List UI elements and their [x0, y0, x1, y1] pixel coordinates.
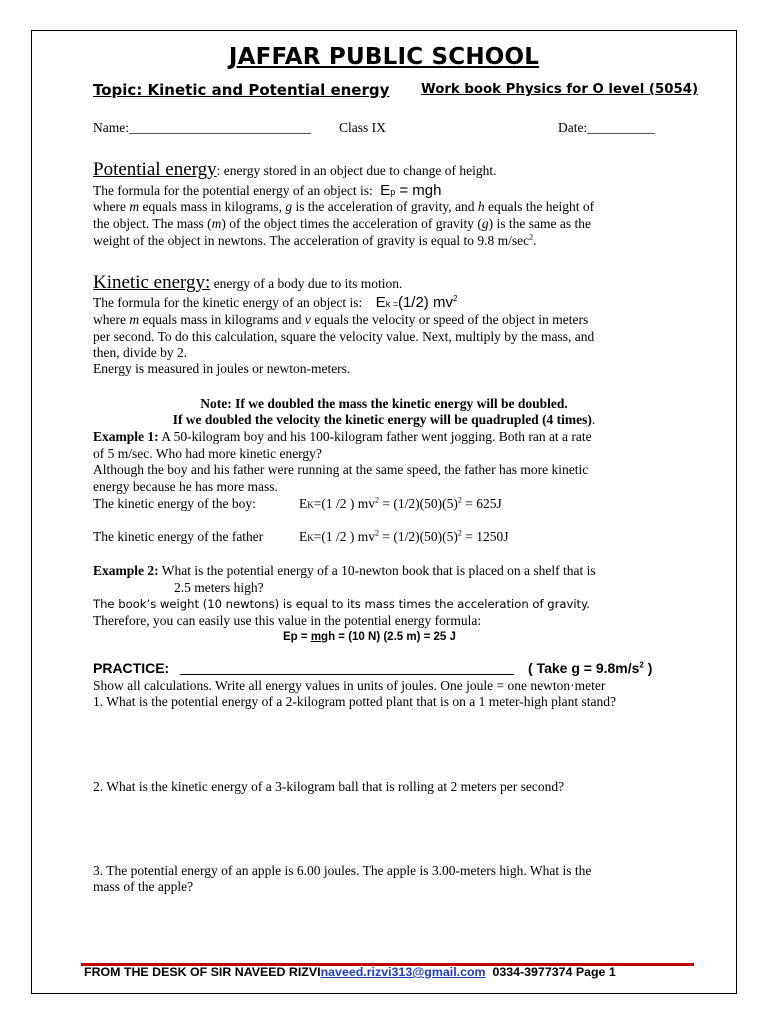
text: ) is the same as the — [488, 216, 591, 231]
example2-label: Example 2: — [93, 563, 159, 578]
topic-heading: Topic: Kinetic and Potential energy — [93, 81, 390, 99]
text: weight of the object in newtons. The acceleration of gravity is equal to 9.8 m/sec — [93, 233, 530, 248]
potential-definition: : energy stored in an object due to change of height. — [216, 163, 497, 178]
formula-symbol: E — [380, 182, 391, 199]
text: equals mass in kilograms and — [139, 312, 305, 327]
potential-formula-line — [93, 182, 441, 199]
practice-question-3-line-1: 3. The potential energy of an apple is 6.00 joules. The apple is 3.00-meters high. What is the — [93, 863, 592, 878]
text: ( Take g = 9.8m/s — [528, 660, 640, 676]
kinetic-formula-intro: The formula for the kinetic energy of an object is: — [93, 295, 363, 310]
practice-label: PRACTICE: — [93, 660, 170, 676]
superscript: 2 — [374, 495, 379, 505]
superscript: 2 — [374, 528, 379, 538]
name-field: Name:___________________________ — [93, 120, 312, 135]
text: =(1 /2 ) mv — [313, 529, 375, 544]
text: equals the height of — [484, 199, 595, 214]
text: equals the velocity or speed of the object in meters — [310, 312, 589, 327]
potential-line-1 — [93, 199, 594, 215]
text: = 625J — [461, 496, 502, 511]
text: = (1/2)(50)(5) — [378, 529, 458, 544]
formula-rest: (1/2) mv — [397, 294, 453, 311]
boy-ke-calc — [299, 496, 502, 512]
var-m: m — [129, 199, 140, 214]
kinetic-heading-line — [93, 272, 402, 294]
father-ke-label: The kinetic energy of the father — [93, 529, 264, 544]
text: . — [591, 412, 596, 427]
practice-question-1: 1. What is the potential energy of a 2-kilogram potted plant that is on a 1 meter-high plant stand? — [93, 694, 616, 709]
potential-formula — [380, 182, 441, 199]
subscript: K — [307, 533, 314, 543]
footer-email-link[interactable]: naveed.rizvi313@gmail.com — [320, 965, 486, 979]
kinetic-formula-line — [93, 294, 457, 311]
text: =(1 /2 ) mv — [313, 496, 375, 511]
father-ke-calc — [299, 529, 508, 545]
footer — [84, 965, 616, 979]
example1-answer-1: Although the boy and his father were running at the same speed, the father has more kinetic — [93, 462, 589, 477]
superscript: 2 — [457, 528, 462, 538]
text: = (1/2)(50)(5) — [378, 496, 458, 511]
formula-symbol: E — [375, 294, 386, 311]
text: Ep = — [283, 631, 311, 643]
example2-answer-2: Therefore, you can easily use this value in the potential energy formula: — [93, 613, 482, 628]
practice-question-3-line-2: mass of the apple? — [93, 879, 194, 894]
text: is the acceleration of gravity, and — [292, 199, 478, 214]
note-mass: Note: If we doubled the mass the kinetic energy will be doubled. — [200, 396, 568, 411]
example1-question-1 — [93, 429, 592, 445]
practice-gravity — [528, 660, 652, 676]
text: where — [93, 312, 130, 327]
text: equals mass in kilograms, — [139, 199, 286, 214]
school-title: JAFFAR PUBLIC SCHOOL — [228, 44, 540, 70]
text: . — [533, 233, 537, 248]
text: mg — [310, 631, 329, 643]
text: the object. The mass ( — [93, 216, 212, 231]
var-m: m — [129, 312, 140, 327]
text: What is the potential energy of a 10-newton book that is placed on a shelf that is — [158, 563, 596, 578]
footer-desk: FROM THE DESK OF SIR NAVEED RIZVI — [84, 965, 321, 979]
text: h = (10 N) (2.5 m) = 25 J — [328, 631, 456, 643]
example2-question-2: 2.5 meters high? — [174, 580, 264, 595]
var-v: v — [304, 312, 311, 327]
text: A 50-kilogram boy and his 100-kilogram father went jogging. Both ran at a rate — [158, 429, 592, 444]
potential-heading: Potential energy — [93, 159, 217, 180]
practice-rule — [180, 674, 514, 675]
formula-subscript: k = — [385, 299, 398, 309]
text: E — [299, 529, 308, 544]
note-velocity — [0, 412, 768, 428]
formula-subscript: p — [390, 187, 396, 197]
var-g: g — [285, 199, 293, 214]
subscript: K — [307, 500, 314, 510]
example1-label: Example 1: — [93, 429, 159, 444]
example1-answer-2: energy because he has more mass. — [93, 479, 278, 494]
text: where — [93, 199, 130, 214]
practice-instructions: Show all calculations. Write all energy values in units of joules. One joule = one newton·meter — [93, 678, 606, 693]
example2-answer-1: The book’s weight (10 newtons) is equal to its mass times the acceleration of gravity. — [93, 597, 590, 611]
boy-ke-label: The kinetic energy of the boy: — [93, 496, 256, 511]
footer-phone-page: 0334-3977374 Page 1 — [485, 965, 616, 979]
var-h: h — [477, 199, 485, 214]
class-field: Class IX — [339, 120, 386, 135]
potential-formula-intro: The formula for the potential energy of an object is: — [93, 183, 373, 198]
potential-line-2 — [93, 216, 591, 232]
kinetic-formula — [376, 294, 458, 311]
example2-question-1 — [93, 563, 596, 579]
kinetic-line-2: per second. To do this calculation, square the velocity value. Next, multiply by the mass, and — [93, 329, 595, 344]
practice-question-2: 2. What is the kinetic energy of a 3-kilogram ball that is rolling at 2 meters per second? — [93, 779, 565, 794]
kinetic-line-1 — [93, 312, 588, 328]
text: ) of the object times the acceleration of gravity ( — [221, 216, 482, 231]
var-m: m — [211, 216, 222, 231]
date-field: Date:__________ — [558, 120, 655, 135]
formula-rest: = mgh — [395, 182, 442, 199]
var-g: g — [481, 216, 489, 231]
text: E — [299, 496, 308, 511]
kinetic-line-4: Energy is measured in joules or newton-meters. — [93, 361, 351, 376]
example1-question-2: of 5 m/sec. Who had more kinetic energy? — [93, 446, 322, 461]
superscript: 2 — [452, 294, 458, 303]
potential-heading-line — [93, 159, 496, 181]
example2-formula — [283, 631, 456, 643]
superscript: 2 — [457, 495, 462, 505]
text: = 1250J — [461, 529, 509, 544]
kinetic-heading: Kinetic energy: — [93, 272, 211, 293]
kinetic-definition: energy of a body due to its motion. — [210, 276, 403, 291]
text: ) — [643, 660, 653, 676]
potential-line-3 — [93, 233, 537, 249]
superscript: 2 — [639, 660, 644, 670]
kinetic-line-3: then, divide by 2. — [93, 345, 188, 360]
superscript: 2 — [529, 232, 534, 242]
workbook-label: Work book Physics for O level (5054) — [421, 82, 699, 97]
note-velocity-text: If we doubled the velocity the kinetic energy will be quadrupled (4 times) — [172, 412, 592, 427]
